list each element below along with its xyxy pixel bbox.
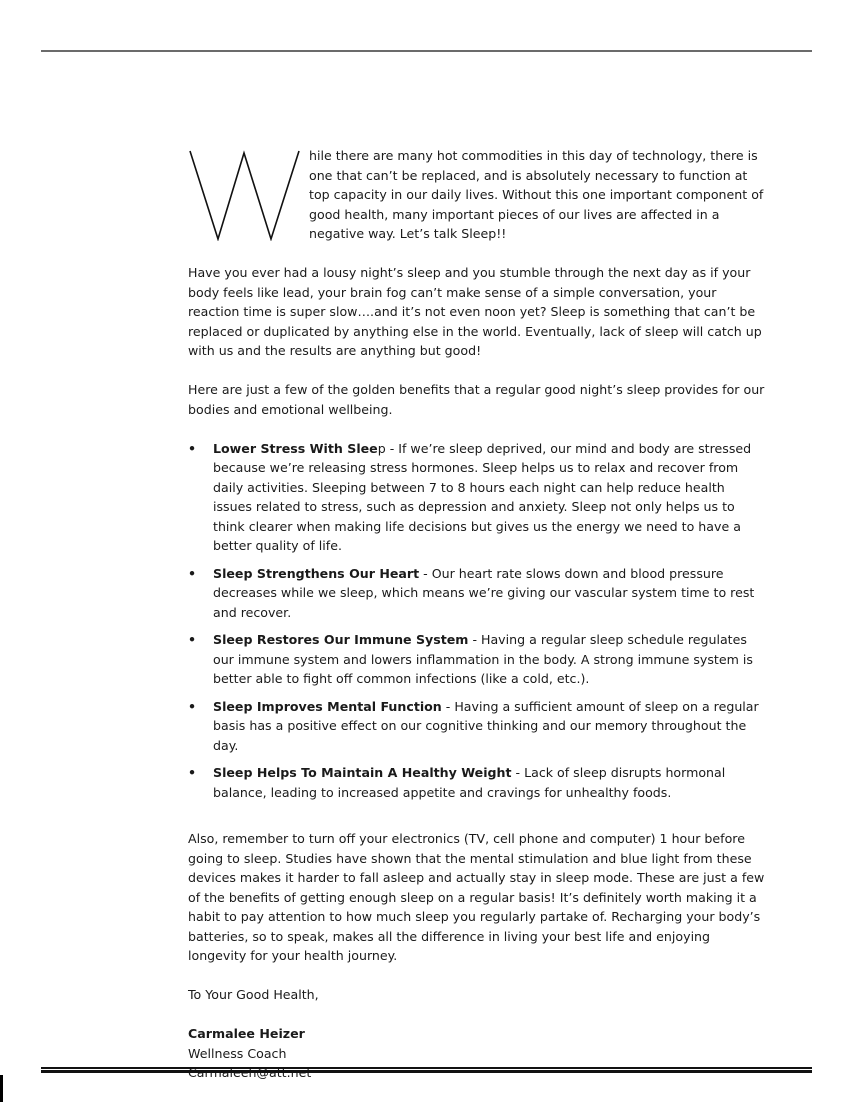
list-item [188, 697, 765, 756]
bottom-rule [41, 1067, 812, 1073]
benefits-list [188, 439, 765, 803]
paragraph-lousy-sleep: Have you ever had a lousy night’s sleep and you stumble through the next day as if your body feels like lead, your brain fog can’t make sense of a simple conversation, your reaction time is super slow….and it’s not even noon yet? Sleep is something that can’t be replaced or duplicated by anything else in the world. Eventually, lack of sleep will catch up with us and the results are anything but good! [188, 265, 762, 358]
benefit-title: Sleep Strengthens Our Heart [213, 565, 420, 581]
list-item [188, 439, 765, 556]
benefit-title: Lower Stress With Slee [213, 440, 378, 456]
list-item [188, 763, 765, 802]
dropcap-w [188, 149, 300, 241]
list-item [188, 564, 765, 623]
article-body [188, 146, 765, 1083]
author-email: Carmaleeh@att.net [188, 1065, 312, 1080]
intro-block [188, 146, 765, 244]
top-rule [41, 50, 812, 52]
benefit-text: p - If we’re sleep deprived, our mind and body are stressed because we’re releasing stress hormones. Sleep helps us to relax and recover from daily activities. Sleeping between 7 to 8 hours each night can help reduce health issues related to stress, such as depression and anxiety. Sleep not only helps us to think clearer when making life decisions but gives us the energy we need to have a better quality of life. [213, 440, 752, 553]
edge-mark [0, 1075, 3, 1102]
benefit-title: Sleep Helps To Maintain A Healthy Weight [213, 765, 512, 780]
paragraph-benefits-intro: Here are just a few of the golden benefits that a regular good night’s sleep provides for our bodies and emotional wellbeing. [188, 382, 765, 417]
benefit-title: Sleep Restores Our Immune System [213, 632, 469, 647]
list-item [188, 630, 765, 689]
benefit-text: - Lack of sleep disrupts hormonal balance, leading to increased appetite and cravings for unhealthy foods. [213, 765, 726, 800]
intro-paragraph: hile there are many hot commodities in this day of technology, there is one that can’t be replaced, and is absolutely necessary to function at top capacity in our daily lives. Without this one important component of good health, many important pieces of our lives are affected in a negative way. Let’s talk Sleep!! [309, 148, 764, 241]
author-name: Carmalee Heizer [188, 1026, 305, 1041]
benefit-text: - Having a sufficient amount of sleep on a regular basis has a positive effect on our cognitive thinking and our memory throughout the day. [213, 698, 759, 753]
benefit-text: - Having a regular sleep schedule regulates our immune system and lowers inflammation in the body. A strong immune system is better able to fight off common infections (like a cold, etc.). [213, 632, 753, 686]
benefit-text: - Our heart rate slows down and blood pressure decreases while we sleep, which means we’re giving our vascular system time to rest and recover. [213, 565, 755, 620]
paragraph-electronics: Also, remember to turn off your electronics (TV, cell phone and computer) 1 hour before going to sleep. Studies have shown that the mental stimulation and blue light from these devices makes it harder to fall asleep and actually stay in sleep mode. These are just a few of the benefits of getting enough sleep on a regular basis! It’s definitely worth making it a habit to pay attention to how much sleep you regularly partake of. Recharging your body’s batteries, so to speak, makes all the difference in living your best life and enjoying longevity for your health journey. [188, 831, 765, 963]
benefit-title: Sleep Improves Mental Function [213, 698, 442, 714]
closing-line: To Your Good Health, [188, 987, 319, 1002]
author-title: Wellness Coach [188, 1045, 287, 1061]
